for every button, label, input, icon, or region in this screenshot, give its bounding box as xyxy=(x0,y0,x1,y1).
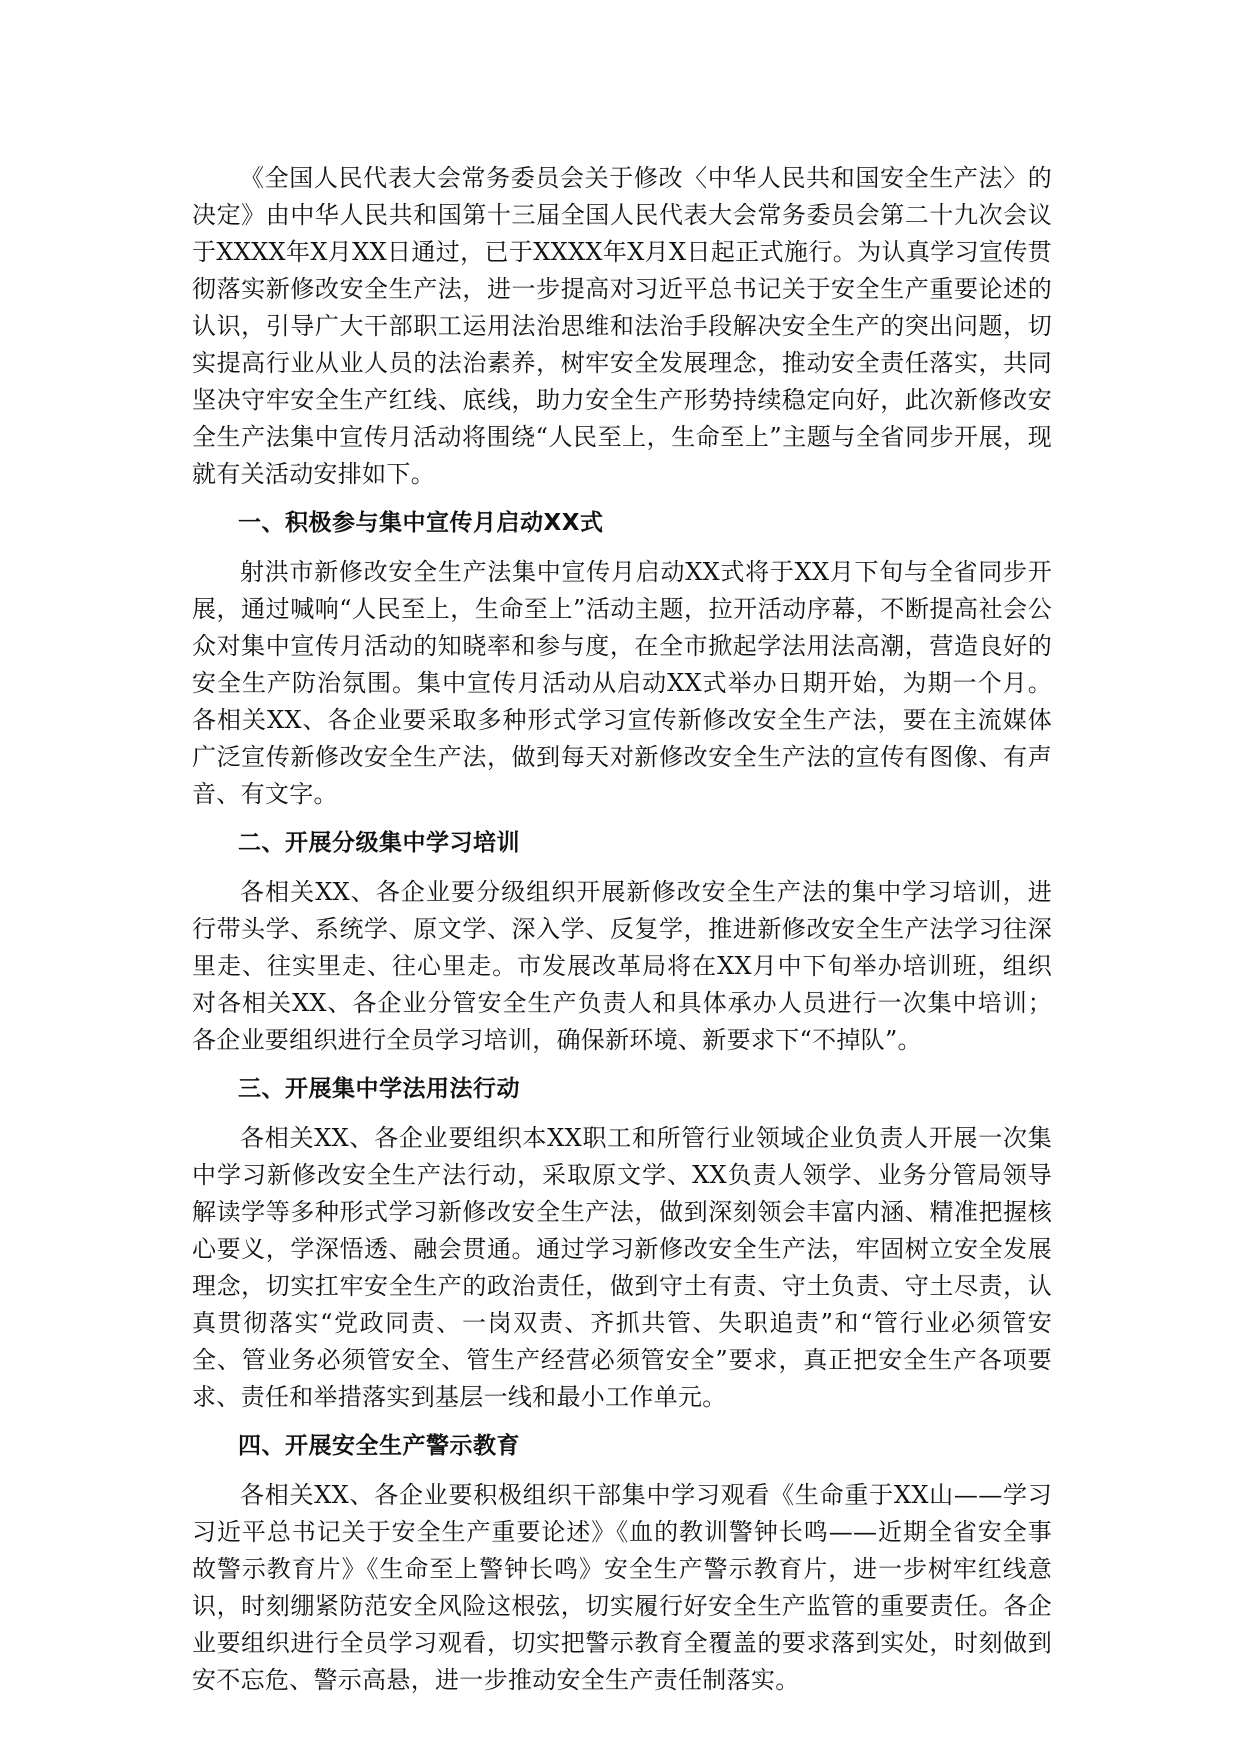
intro-paragraph: 《全国人民代表大会常务委员会关于修改〈中华人民共和国安全生产法〉的决定》由中华人民共和国第十三届全国人民代表大会常务委员会第二十九次会议于XXXX年X月XX日通过，已于XXXX年X月X日起正式施行。为认真学习宣传贯彻落实新修改安全生产法，进一步提高对习近平总书记关于安全生产重要论述的认识，引导广大干部职工运用法治思维和法治手段解决安全生产的突出问题，切实提高行业从业人员的法治素养，树牢安全发展理念，推动安全责任落实，共同坚决守牢安全生产红线、底线，助力安全生产形势持续稳定向好，此次新修改安全生产法集中宣传月活动将围绕“人民至上，生命至上”主题与全省同步开展，现就有关活动安排如下。 xyxy=(192,164,1052,488)
section-paragraph: 各相关XX、各企业要组织本XX职工和所管行业领域企业负责人开展一次集中学习新修改安全生产法行动，采取原文学、XX负责人领学、业务分管局领导解读学等多种形式学习新修改安全生产法，做到深刻领会丰富内涵、精准把握核心要义，学深悟透、融会贯通。通过学习新修改安全生产法，牢固树立安全发展理念，切实扛牢安全生产的政治责任，做到守土有责、守土负责、守土尽责，认真贯彻落实“党政同责、一岗双责、齐抓共管、失职追责”和“管行业必须管安全、管业务必须管安全、管生产经营必须管安全”要求，真正把安全生产各项要求、责任和举措落实到基层一线和最小工作单元。 xyxy=(192,1124,1052,1411)
section-heading: 三、开展集中学法用法行动 xyxy=(238,1076,520,1102)
section-heading: 二、开展分级集中学习培训 xyxy=(238,830,520,856)
section-2 xyxy=(192,825,1052,1059)
document-page xyxy=(192,160,1052,1711)
section-heading: 四、开展安全生产警示教育 xyxy=(238,1433,520,1459)
section-1 xyxy=(192,505,1052,813)
section-heading: 一、积极参与集中宣传月启动XX式 xyxy=(238,510,604,536)
section-paragraph: 各相关XX、各企业要积极组织干部集中学习观看《生命重于XX山——学习习近平总书记关于安全生产重要论述》《血的教训警钟长鸣——近期全省安全事故警示教育片》《生命至上警钟长鸣》安全生产警示教育片，进一步树牢红线意识，时刻绷紧防范安全风险这根弦，切实履行好安全生产监管的重要责任。各企业要组织进行全员学习观看，切实把警示教育全覆盖的要求落到实处，时刻做到安不忘危、警示高悬，进一步推动安全生产责任制落实。 xyxy=(192,1481,1052,1694)
section-paragraph: 射洪市新修改安全生产法集中宣传月启动XX式将于XX月下旬与全省同步开展，通过喊响“人民至上，生命至上”活动主题，拉开活动序幕，不断提高社会公众对集中宣传月活动的知晓率和参与度，在全市掀起学法用法高潮，营造良好的安全生产防治氛围。集中宣传月活动从启动XX式举办日期开始，为期一个月。各相关XX、各企业要采取多种形式学习宣传新修改安全生产法，要在主流媒体广泛宣传新修改安全生产法，做到每天对新修改安全生产法的宣传有图像、有声音、有文字。 xyxy=(192,558,1052,808)
section-paragraph: 各相关XX、各企业要分级组织开展新修改安全生产法的集中学习培训，进行带头学、系统学、原文学、深入学、反复学，推进新修改安全生产法学习往深里走、往实里走、往心里走。市发展改革局将在XX月中下旬举办培训班，组织对各相关XX、各企业分管安全生产负责人和具体承办人员进行一次集中培训；各企业要组织进行全员学习培训，确保新环境、新要求下“不掉队”。 xyxy=(192,878,1052,1054)
section-4 xyxy=(192,1428,1052,1699)
section-3 xyxy=(192,1071,1052,1416)
